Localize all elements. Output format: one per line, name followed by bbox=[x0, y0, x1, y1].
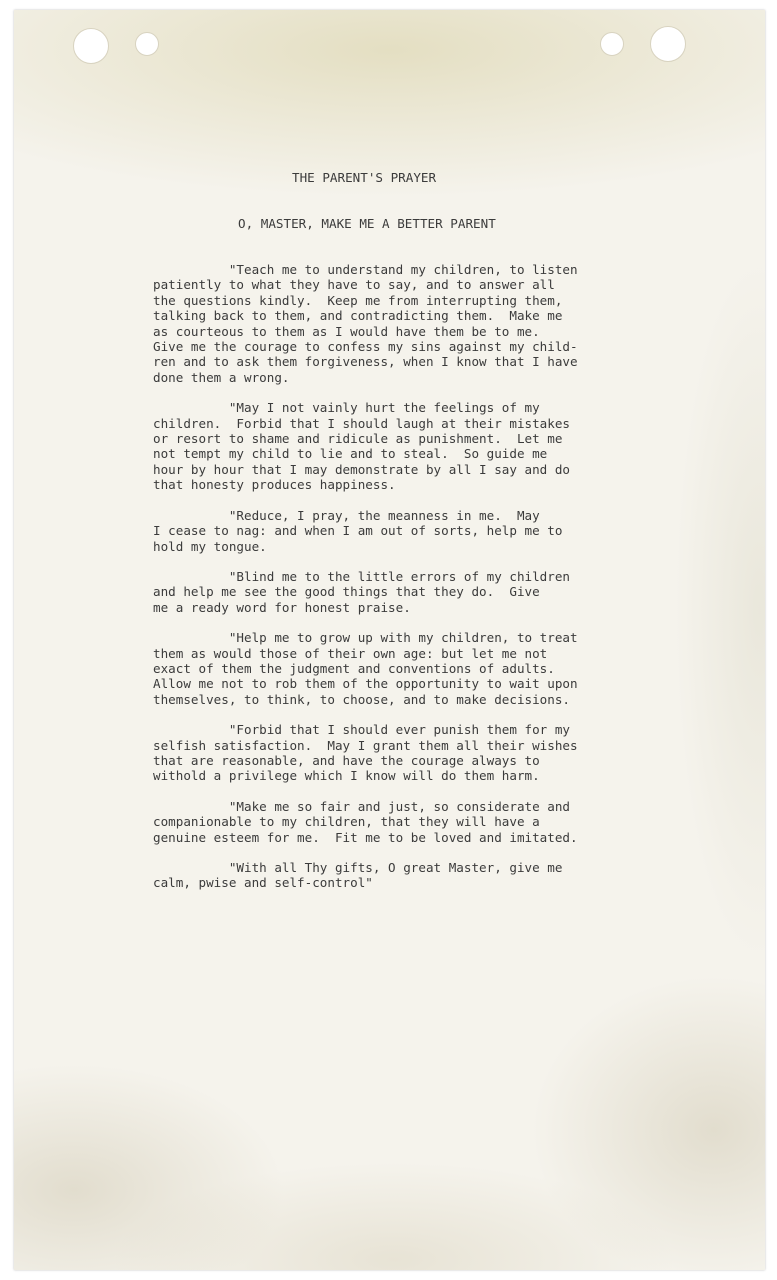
text-line: and help me see the good things that they do. Give bbox=[153, 584, 540, 600]
paragraph bbox=[153, 569, 593, 615]
text-line: that honesty produces happiness. bbox=[153, 477, 396, 493]
paragraph bbox=[153, 262, 593, 385]
text-line: selfish satisfaction. May I grant them all their wishes bbox=[153, 737, 578, 753]
text-line: "Forbid that I should ever punish them for my bbox=[153, 722, 571, 738]
prayer-body bbox=[153, 262, 593, 906]
paragraph bbox=[153, 860, 593, 891]
punch-hole bbox=[73, 28, 109, 64]
punch-hole bbox=[135, 32, 159, 56]
document-title: THE PARENT'S PRAYER bbox=[292, 170, 437, 185]
text-line: "Blind me to the little errors of my children bbox=[153, 568, 571, 584]
paragraph bbox=[153, 799, 593, 845]
text-line: them as would those of their own age: but let me not bbox=[153, 645, 548, 661]
paragraph bbox=[153, 508, 593, 554]
text-line: hour by hour that I may demonstrate by all I say and do bbox=[153, 461, 571, 477]
document-subtitle: O, MASTER, MAKE ME A BETTER PARENT bbox=[238, 216, 496, 231]
text-line: hold my tongue. bbox=[153, 538, 267, 554]
text-line: not tempt my child to lie and to steal. So guide me bbox=[153, 446, 548, 462]
text-line: "Teach me to understand my children, to listen bbox=[153, 262, 578, 277]
text-line: "Help me to grow up with my children, to treat bbox=[153, 630, 578, 646]
text-line: companionable to my children, that they will have a bbox=[153, 814, 540, 830]
paragraph bbox=[153, 400, 593, 492]
punch-hole bbox=[650, 26, 686, 62]
punch-hole bbox=[600, 32, 624, 56]
text-line: "With all Thy gifts, O great Master, give me bbox=[153, 860, 563, 875]
text-line: "Reduce, I pray, the meanness in me. May bbox=[153, 507, 540, 523]
text-line: withold a privilege which I know will do them harm. bbox=[153, 768, 540, 784]
text-line: children. Forbid that I should laugh at their mistakes bbox=[153, 415, 571, 431]
text-line: the questions kindly. Keep me from interrupting them, bbox=[153, 292, 563, 308]
text-line: calm, pwise and self-control" bbox=[153, 875, 373, 891]
text-line: themselves, to think, to choose, and to make decisions. bbox=[153, 691, 571, 707]
text-line: that are reasonable, and have the courage always to bbox=[153, 752, 540, 768]
text-line: Allow me not to rob them of the opportunity to wait upon bbox=[153, 676, 578, 692]
text-line: patiently to what they have to say, and to answer all bbox=[153, 277, 555, 293]
text-line: or resort to shame and ridicule as punishment. Let me bbox=[153, 431, 563, 447]
text-line: done them a wrong. bbox=[153, 369, 290, 385]
paragraph bbox=[153, 722, 593, 784]
text-line: "May I not vainly hurt the feelings of my bbox=[153, 400, 540, 416]
text-line: Give me the courage to confess my sins against my child- bbox=[153, 339, 578, 355]
text-line: exact of them the judgment and conventions of adults. bbox=[153, 660, 555, 676]
text-line: me a ready word for honest praise. bbox=[153, 599, 411, 615]
text-line: I cease to nag: and when I am out of sorts, help me to bbox=[153, 523, 563, 539]
text-line: "Make me so fair and just, so considerate and bbox=[153, 798, 571, 814]
text-line: ren and to ask them forgiveness, when I know that I have bbox=[153, 354, 578, 370]
text-line: as courteous to them as I would have them be to me. bbox=[153, 323, 540, 339]
text-line: talking back to them, and contradicting them. Make me bbox=[153, 308, 563, 324]
paragraph bbox=[153, 630, 593, 707]
text-line: genuine esteem for me. Fit me to be loved and imitated. bbox=[153, 829, 578, 845]
